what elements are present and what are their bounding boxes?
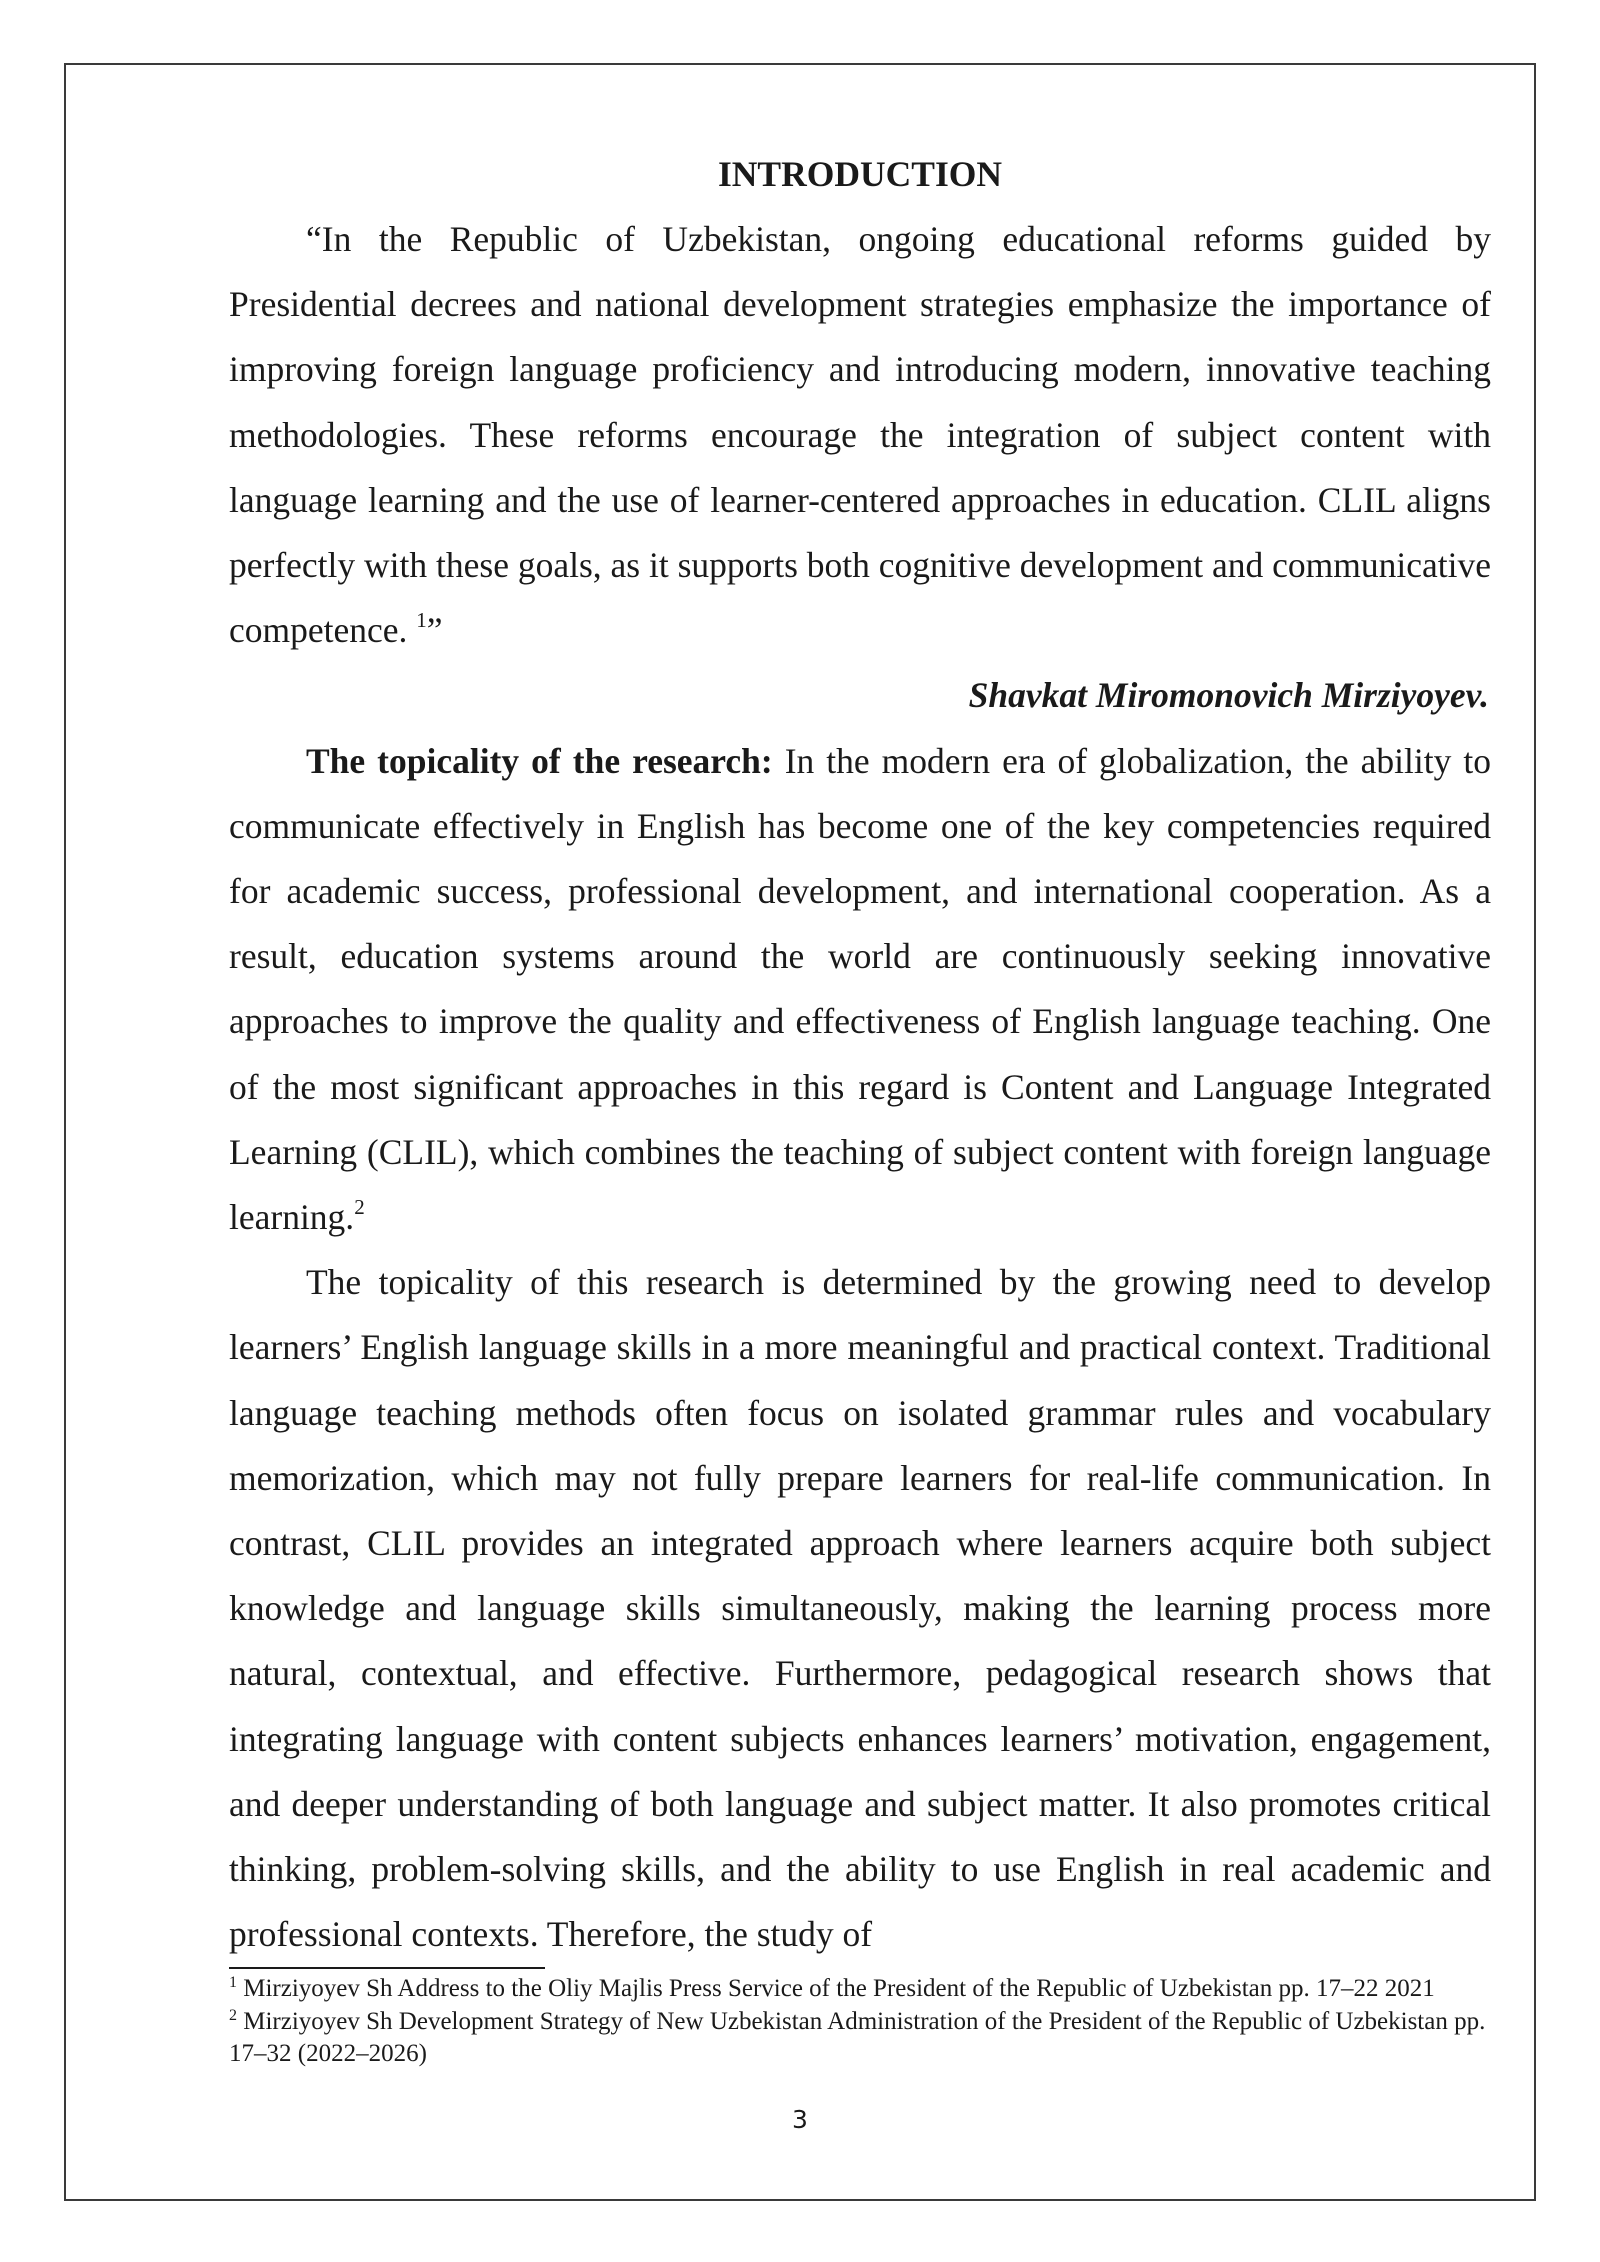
topicality-lead: The topicality of the research: xyxy=(306,740,773,781)
footnote-2 xyxy=(229,2006,1491,2071)
footnotes xyxy=(229,1973,1491,2071)
topicality-paragraph-2: The topicality of this research is determined by the growing need to develop learners’ English language skills in a more meaningful and practical context. Traditional language teaching methods often focus on isolated grammar rules and vocabulary memorization, which may not fully prepare learners for real-life communication. In contrast, CLIL provides an integrated approach where learners acquire both subject knowledge and language skills simultaneously, making the learning process more natural, contextual, and effective. Furthermore, pedagogical research shows that integrating language with content subjects enhances learners’ motivation, engagement, and deeper understanding of both language and subject matter. It also promotes critical thinking, problem-solving skills, and the ability to use English in real academic and professional contexts. Therefore, the study of xyxy=(229,1262,1491,1955)
quote-closing-mark: ” xyxy=(426,610,443,651)
footnote-text-2: Mirziyoyev Sh Development Strategy of New Uzbekistan Administration of the President of the Republic of Uzbekistan pp. 17–32 (2022–2026) xyxy=(229,2007,1486,2067)
footnote-number-1: 1 xyxy=(229,1974,237,1991)
footnote-1 xyxy=(229,1973,1491,2006)
presidential-quote xyxy=(229,207,1491,663)
topicality-text: In the modern era of globalization, the ability to communicate effectively in English has become one of the key competencies required for academic success, professional development, and international cooperation. As a result, education systems around the world are continuously seeking innovative approaches to improve the quality and effectiveness of English language teaching. One of the most significant approaches in this regard is Content and Language Integrated Learning (CLIL), which combines the teaching of subject content with foreign language learning. xyxy=(229,740,1491,1238)
quote-text: “In the Republic of Uzbekistan, ongoing educational reforms guided by Presidential decrees and national development strategies emphasize the importance of improving foreign language proficiency and introducing modern, innovative teaching methodologies. These reforms encourage the integration of subject content with language learning and the use of learner-centered approaches in education. CLIL aligns perfectly with these goals, as it supports both cognitive development and communicative competence. xyxy=(229,219,1491,651)
topicality-paragraph xyxy=(229,729,1491,1251)
footnote-number-2: 2 xyxy=(229,2006,237,2024)
footnote-text-1: Mirziyoyev Sh Address to the Oliy Majlis Press Service of the President of the Republic of Uzbekistan pp. 17–22 2021 xyxy=(243,1975,1435,2002)
page-number: 3 xyxy=(792,2105,808,2134)
section-heading: INTRODUCTION xyxy=(717,154,1003,194)
quote-author: Shavkat Miromonovich Mirziyoyev. xyxy=(968,675,1489,716)
footnote-separator xyxy=(229,1967,545,1969)
page-body xyxy=(229,142,1491,1967)
footnote-ref-1[interactable]: 1 xyxy=(416,608,427,633)
footnote-ref-2[interactable]: 2 xyxy=(354,1195,365,1220)
